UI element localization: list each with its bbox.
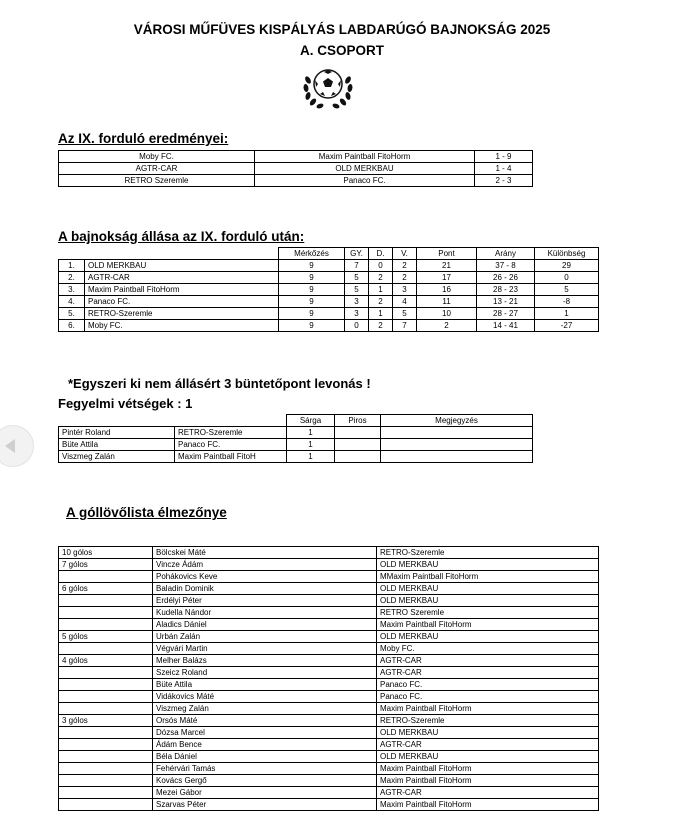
remark xyxy=(381,439,533,451)
away-team: Maxim Paintball FitoHorm xyxy=(255,151,475,163)
team-name: Moby FC. xyxy=(377,643,599,655)
discipline-row xyxy=(59,427,533,439)
team-name: MMaxim Paintball FitoHorm xyxy=(377,571,599,583)
scorer-row xyxy=(59,763,599,775)
result-row xyxy=(59,151,533,163)
player-name: Büte Attila xyxy=(59,439,175,451)
team-name: AGTR-CAR xyxy=(377,667,599,679)
position: 4. xyxy=(59,296,85,308)
home-team: AGTR-CAR xyxy=(59,163,255,175)
team-name: RETRO Szeremle xyxy=(377,607,599,619)
col-header: Sárga xyxy=(287,415,335,427)
player-name: Melher Balázs xyxy=(153,655,377,667)
player-name: Kovács Gergő xyxy=(153,775,377,787)
goal-count xyxy=(59,607,153,619)
matches: 9 xyxy=(279,308,345,320)
col-header: Mérkőzés xyxy=(279,248,345,260)
draws: 2 xyxy=(369,320,393,332)
matches: 9 xyxy=(279,296,345,308)
goal-difference: 29 xyxy=(535,260,599,272)
match-score: 1 - 9 xyxy=(475,151,533,163)
goal-ratio: 37 - 8 xyxy=(477,260,535,272)
team-name: OLD MERKBAU xyxy=(377,751,599,763)
standings-row xyxy=(59,260,599,272)
standings-row xyxy=(59,296,599,308)
losses: 7 xyxy=(393,320,417,332)
player-name: Aladics Dániel xyxy=(153,619,377,631)
team-name: AGTR-CAR xyxy=(377,739,599,751)
scorer-row xyxy=(59,571,599,583)
team-name: Maxim Paintball FitoHorm xyxy=(377,619,599,631)
position: 1. xyxy=(59,260,85,272)
player-name: Urbán Zalán xyxy=(153,631,377,643)
team-name: Moby FC. xyxy=(85,320,279,332)
draws: 2 xyxy=(369,296,393,308)
position: 6. xyxy=(59,320,85,332)
scorer-row xyxy=(59,643,599,655)
draws: 0 xyxy=(369,260,393,272)
team-name: OLD MERKBAU xyxy=(85,260,279,272)
goal-count xyxy=(59,571,153,583)
scorer-row xyxy=(59,787,599,799)
team-name: Maxim Paintball FitoHorm xyxy=(377,775,599,787)
player-name: Szeicz Roland xyxy=(153,667,377,679)
scorer-row xyxy=(59,619,599,631)
scorer-row xyxy=(59,703,599,715)
remark xyxy=(381,427,533,439)
position: 5. xyxy=(59,308,85,320)
wins: 3 xyxy=(345,308,369,320)
remark xyxy=(381,451,533,463)
red-cards xyxy=(335,451,381,463)
scorer-row xyxy=(59,775,599,787)
team-name: Panaco FC. xyxy=(377,679,599,691)
goal-count xyxy=(59,679,153,691)
away-team: OLD MERKBAU xyxy=(255,163,475,175)
goal-count xyxy=(59,787,153,799)
col-header: Piros xyxy=(335,415,381,427)
points: 10 xyxy=(417,308,477,320)
col-header: Megjegyzés xyxy=(381,415,533,427)
player-name: Viszmeg Zalán xyxy=(153,703,377,715)
goal-count xyxy=(59,727,153,739)
team-name: Maxim Paintball FitoHorm xyxy=(85,284,279,296)
player-name: Végvári Martin xyxy=(153,643,377,655)
team-name: Maxim Paintball FitoHorm xyxy=(377,763,599,775)
match-score: 1 - 4 xyxy=(475,163,533,175)
home-team: Moby FC. xyxy=(59,151,255,163)
losses: 2 xyxy=(393,272,417,284)
scorer-row xyxy=(59,607,599,619)
scorer-row xyxy=(59,799,599,811)
col-header: Pont xyxy=(417,248,477,260)
red-cards xyxy=(335,427,381,439)
col-header: GY. xyxy=(345,248,369,260)
goal-difference: 1 xyxy=(535,308,599,320)
discipline-row xyxy=(59,451,533,463)
match-score: 2 - 3 xyxy=(475,175,533,187)
goal-count xyxy=(59,763,153,775)
scorers-table xyxy=(58,546,599,811)
player-name: Béla Dániel xyxy=(153,751,377,763)
home-team: RETRO Szeremle xyxy=(59,175,255,187)
results-heading: Az IX. forduló eredményei: xyxy=(58,131,229,146)
losses: 5 xyxy=(393,308,417,320)
scorer-row xyxy=(59,667,599,679)
scorer-row xyxy=(59,715,599,727)
points: 17 xyxy=(417,272,477,284)
chevron-left-icon xyxy=(5,439,15,453)
standings-row xyxy=(59,308,599,320)
matches: 9 xyxy=(279,260,345,272)
player-name: Vidákovics Máté xyxy=(153,691,377,703)
team-name: AGTR-CAR xyxy=(377,787,599,799)
player-name: Orsós Máté xyxy=(153,715,377,727)
team-name: AGTR-CAR xyxy=(377,655,599,667)
goal-count xyxy=(59,703,153,715)
points: 16 xyxy=(417,284,477,296)
standings-header-row xyxy=(59,248,599,260)
away-team: Panaco FC. xyxy=(255,175,475,187)
team-name: Maxim Paintball FitoHorm xyxy=(377,703,599,715)
team-name: Maxim Paintball FitoH xyxy=(175,451,287,463)
goal-ratio: 28 - 27 xyxy=(477,308,535,320)
scorer-row xyxy=(59,739,599,751)
team-name: OLD MERKBAU xyxy=(377,583,599,595)
losses: 2 xyxy=(393,260,417,272)
losses: 3 xyxy=(393,284,417,296)
red-cards xyxy=(335,439,381,451)
team-name: Maxim Paintball FitoHorm xyxy=(377,799,599,811)
goal-count: 7 gólos xyxy=(59,559,153,571)
losses: 4 xyxy=(393,296,417,308)
scorer-row xyxy=(59,583,599,595)
player-name: Viszmeg Zalán xyxy=(59,451,175,463)
goal-difference: 5 xyxy=(535,284,599,296)
position: 2. xyxy=(59,272,85,284)
player-name: Dózsa Marcel xyxy=(153,727,377,739)
player-name: Fehérvári Tamás xyxy=(153,763,377,775)
team-name: RETRO-Szeremle xyxy=(85,308,279,320)
standings-heading: A bajnokság állása az IX. forduló után: xyxy=(58,229,305,244)
yellow-cards: 1 xyxy=(287,439,335,451)
goal-ratio: 28 - 23 xyxy=(477,284,535,296)
scorer-row xyxy=(59,727,599,739)
team-name: OLD MERKBAU xyxy=(377,631,599,643)
player-name: Mezei Gábor xyxy=(153,787,377,799)
results-table xyxy=(58,150,533,187)
col-header: Különbség xyxy=(535,248,599,260)
goal-count xyxy=(59,667,153,679)
player-name: Bölcskei Máté xyxy=(153,547,377,559)
position: 3. xyxy=(59,284,85,296)
team-name: OLD MERKBAU xyxy=(377,559,599,571)
wins: 0 xyxy=(345,320,369,332)
matches: 9 xyxy=(279,284,345,296)
matches: 9 xyxy=(279,320,345,332)
player-name: Pohákovics Keve xyxy=(153,571,377,583)
goal-count: 4 gólos xyxy=(59,655,153,667)
player-name: Kudella Nándor xyxy=(153,607,377,619)
team-name: OLD MERKBAU xyxy=(377,595,599,607)
player-name: Baladin Dominik xyxy=(153,583,377,595)
team-name: RETRO-Szeremle xyxy=(175,427,287,439)
result-row xyxy=(59,175,533,187)
discipline-table xyxy=(58,414,533,463)
yellow-cards: 1 xyxy=(287,427,335,439)
team-name: Panaco FC. xyxy=(85,296,279,308)
goal-count xyxy=(59,739,153,751)
goal-count xyxy=(59,691,153,703)
scorer-row xyxy=(59,631,599,643)
group-subtitle: A. CSOPORT xyxy=(299,43,384,58)
goal-difference: 0 xyxy=(535,272,599,284)
team-name: RETRO-Szeremle xyxy=(377,715,599,727)
wins: 5 xyxy=(345,284,369,296)
wins: 5 xyxy=(345,272,369,284)
player-name: Pintér Roland xyxy=(59,427,175,439)
matches: 9 xyxy=(279,272,345,284)
draws: 1 xyxy=(369,308,393,320)
standings-row xyxy=(59,272,599,284)
result-row xyxy=(59,163,533,175)
scorer-row xyxy=(59,655,599,667)
goal-count xyxy=(59,799,153,811)
col-header: V. xyxy=(393,248,417,260)
wins: 3 xyxy=(345,296,369,308)
team-name: Panaco FC. xyxy=(175,439,287,451)
player-name: Ádám Bence xyxy=(153,739,377,751)
goal-count xyxy=(59,751,153,763)
scorers-heading: A góllövőlista élmezőnye xyxy=(66,505,227,520)
goal-ratio: 26 - 26 xyxy=(477,272,535,284)
football-laurel-icon xyxy=(300,60,356,110)
points: 2 xyxy=(417,320,477,332)
col-header: D. xyxy=(369,248,393,260)
player-name: Erdélyi Péter xyxy=(153,595,377,607)
team-name: AGTR-CAR xyxy=(85,272,279,284)
goal-count xyxy=(59,619,153,631)
points: 11 xyxy=(417,296,477,308)
standings-table xyxy=(58,247,599,332)
previous-page-button[interactable] xyxy=(0,425,34,467)
draws: 2 xyxy=(369,272,393,284)
player-name: Büte Attila xyxy=(153,679,377,691)
goal-ratio: 14 - 41 xyxy=(477,320,535,332)
scorer-row xyxy=(59,679,599,691)
goal-count xyxy=(59,595,153,607)
goal-count: 6 gólos xyxy=(59,583,153,595)
discipline-row xyxy=(59,439,533,451)
discipline-header-row xyxy=(59,415,533,427)
scorer-row xyxy=(59,595,599,607)
discipline-heading: Fegyelmi vétségek : 1 xyxy=(58,396,193,411)
scorer-row xyxy=(59,751,599,763)
points: 21 xyxy=(417,260,477,272)
player-name: Vincze Ádám xyxy=(153,559,377,571)
team-name: RETRO-Szeremle xyxy=(377,547,599,559)
scorer-row xyxy=(59,691,599,703)
penalty-note: *Egyszeri ki nem állásért 3 büntetőpont levonás ! xyxy=(68,376,371,391)
team-name: OLD MERKBAU xyxy=(377,727,599,739)
team-name: Panaco FC. xyxy=(377,691,599,703)
yellow-cards: 1 xyxy=(287,451,335,463)
goal-count xyxy=(59,643,153,655)
document-title: VÁROSI MŰFÜVES KISPÁLYÁS LABDARÚGÓ BAJNOKSÁG 2025 xyxy=(133,22,551,37)
col-header: Arány xyxy=(477,248,535,260)
goal-count: 10 gólos xyxy=(59,547,153,559)
standings-row xyxy=(59,320,599,332)
scorer-row xyxy=(59,559,599,571)
wins: 7 xyxy=(345,260,369,272)
player-name: Szarvas Péter xyxy=(153,799,377,811)
goal-ratio: 13 - 21 xyxy=(477,296,535,308)
draws: 1 xyxy=(369,284,393,296)
goal-difference: -27 xyxy=(535,320,599,332)
goal-count: 3 gólos xyxy=(59,715,153,727)
standings-row xyxy=(59,284,599,296)
goal-count xyxy=(59,775,153,787)
scorer-row xyxy=(59,547,599,559)
goal-count: 5 gólos xyxy=(59,631,153,643)
goal-difference: -8 xyxy=(535,296,599,308)
